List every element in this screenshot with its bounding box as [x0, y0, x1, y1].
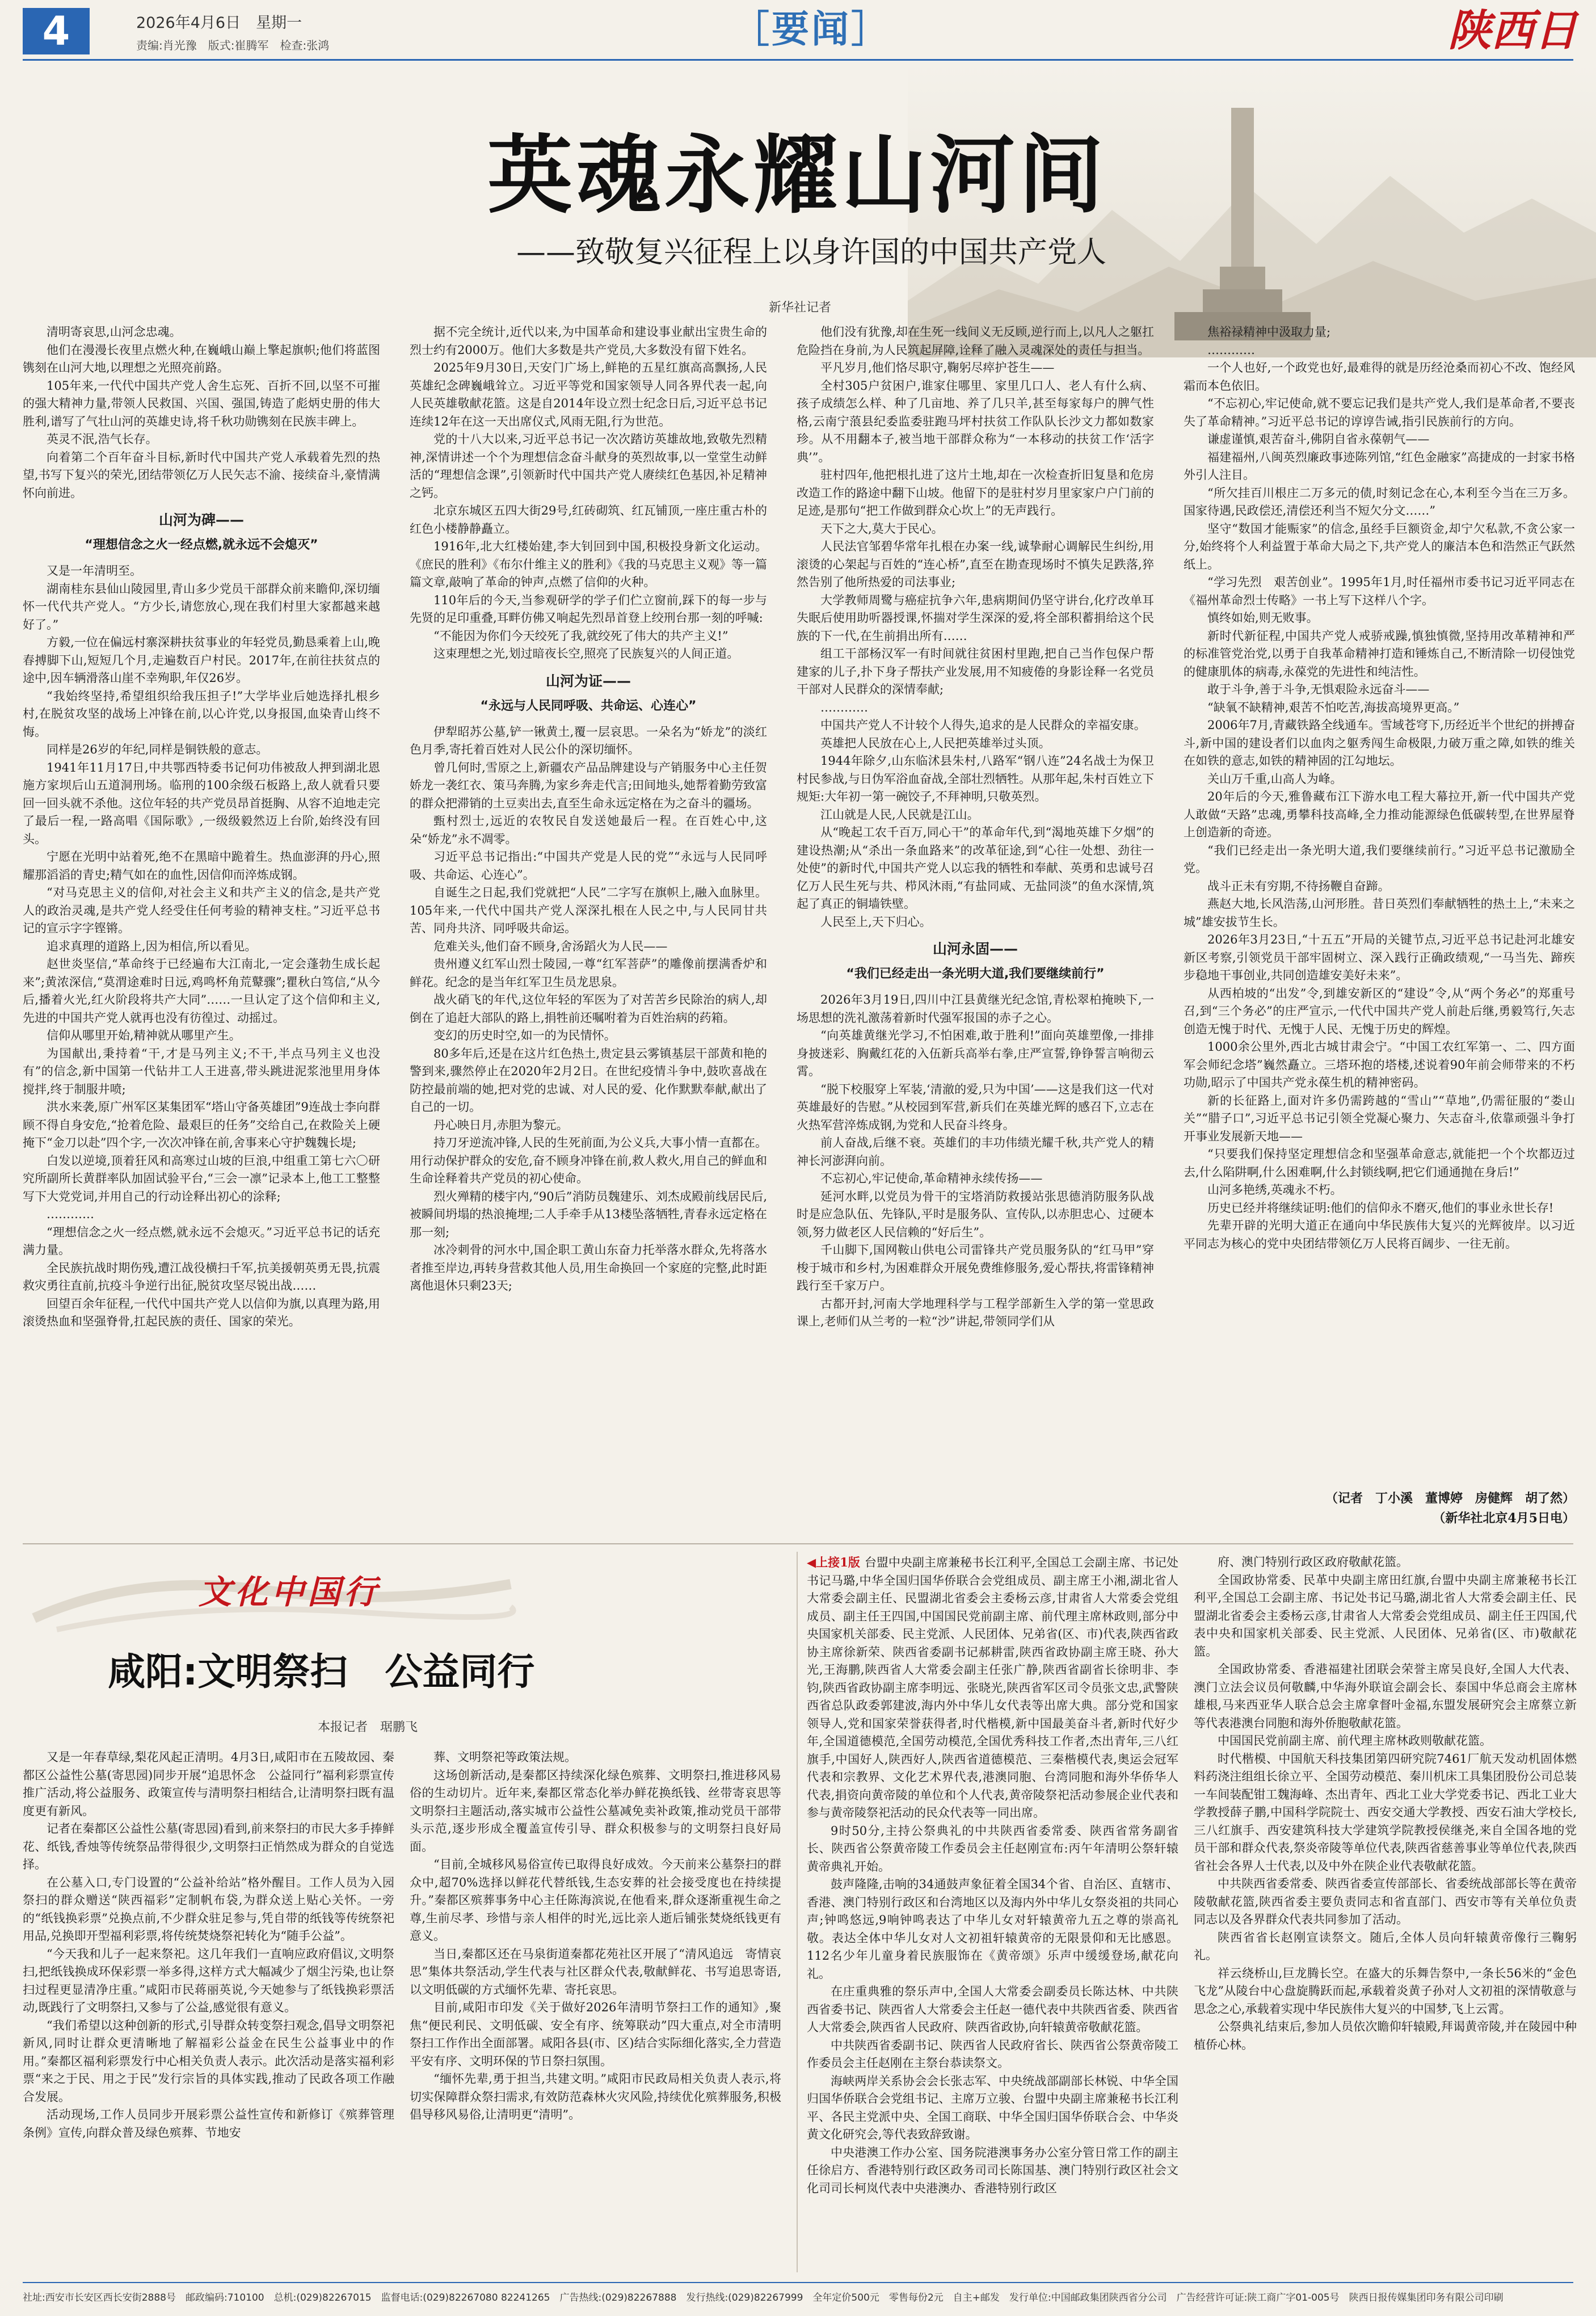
- paragraph: “今天我和儿子一起来祭祀。这几年我们一直响应政府倡议,文明祭扫,把纸钱换成环保彩票一举多得,这样方式大幅减少了烟尘污染,也让祭扫过程更显清净庄重。”咸阳市民蒋丽英说,今天她参与了纸钱换彩票活动,既践行了文明祭扫,又参与了公益,感觉很有意义。: [23, 1947, 394, 2014]
- paragraph: 前人奋战,后继不衰。英雄们的丰功伟绩光耀千秋,共产党人的精神长河澎湃向前。: [797, 1136, 1154, 1168]
- paragraph: 又是一年清明至。: [47, 564, 142, 578]
- paragraph: “学习先烈 艰苦创业”。1995年1月,时任福州市委书记习近平同志在《福州革命烈士传略》一书上写下这样八个字。: [1184, 575, 1575, 607]
- section-subheading: “理想信念之火一经点燃,就永远不会熄灭”: [85, 538, 318, 552]
- paragraph: 新的长征路上,面对许多仍需跨越的“雪山”“草地”,仍需征服的“娄山关”“腊子口”,习近平总书记引领全党凝心聚力、矢志奋斗,依靠顽强斗争打开事业发展新天地——: [1184, 1093, 1575, 1143]
- paragraph: 慎终如始,则无败事。: [1207, 611, 1319, 625]
- paragraph: 人民法官邹碧华常年扎根在办案一线,诚挚耐心调解民生纠纷,用滚烫的心架起与百姓的“连心桥”,直至在勘查现场时不慎失足跌落,猝然告别了他所热爱的司法事业;: [797, 540, 1154, 589]
- paragraph: 全国政协常委、民革中央副主席田红旗,台盟中央副主席兼秘书长江利平,全国总工会副主席、书记处书记马璐,湖北省人大常委会副主任、民盟湖北省委会主委杨云彦,甘肃省人大常委会党组成员、副主任王四国,代表中央和国家机关部委、民主党派、人民团体、兄弟省(区、市)敬献花篮。: [1194, 1573, 1577, 1658]
- paragraph: 他们没有犹豫,却在生死一线间义无反顾,逆行而上,以凡人之躯扛危险挡在身前,为人民筑起屏障,诠释了融入灵魂深处的责任与担当。: [797, 325, 1154, 357]
- jump-marker: ◀上接1版: [807, 1555, 860, 1569]
- paragraph: 为国献出,秉持着“干,才是马列主义;不干,半点马列主义也没有”的信念,新中国第一代钻井工人王进喜,带头跳进泥浆池里用身体搅拌,终于制服井喷;: [23, 1046, 380, 1096]
- paragraph: 驻村四年,他把根扎进了这片土地,却在一次检查折旧复垦和危房改造工作的路途中翻下山坡。他留下的是驻村岁月里家家户户门前的足迹,是那句“把工作做到群众心坎上”的无声践行。: [797, 468, 1154, 517]
- paragraph: …………: [47, 1207, 94, 1221]
- continued-col-2: [1194, 1553, 1577, 2271]
- paragraph: 人民至上,天下归心。: [820, 915, 932, 929]
- paragraph: 2025年9月30日,天安门广场上,鲜艳的五星红旗高高飘扬,人民英雄纪念碑巍峨耸立。习近平等党和国家领导人同各界代表一起,向人民英雄敬献花篮。这是自2014年设立烈士纪念日后,习近平总书记连续12年在这一天出席仪式,风雨无阻,行为世范。: [410, 361, 767, 428]
- paragraph: 不忘初心,牢记使命,革命精神永续传扬——: [820, 1172, 1043, 1185]
- paragraph: 又是一年春草绿,梨花风起正清明。4月3日,咸阳市在五陵故园、秦都区公益性公墓(寄思园)同步开展“追思怀念 公益同行”福利彩票宣传推广活动,将公益服务、政策宣传与清明祭扫相结合,让清明祭扫既有温度更有新风。: [23, 1750, 394, 1818]
- paragraph: 9时50分,主持公祭典礼的中共陕西省委常委、陕西省常务副省长、陕西省公祭黄帝陵工作委员会主任赵刚宣布:丙午年清明公祭轩辕黄帝典礼开始。: [807, 1824, 1178, 1873]
- page-header: [0, 0, 1596, 61]
- paragraph: 1941年11月17日,中共鄂西特委书记何功伟被敌人押到湖北恩施方家坝后山五道洞刑场。临刑的100余级石板路上,敌人就看只要回一回头就不杀他。这位年轻的共产党员昂首挺胸、从容不迫地走完了最后一程,一路高唱《国际歌》,一级级毅然迈上台阶,始终没有回头。: [23, 760, 380, 846]
- paragraph: 陕西省省长赵刚宣读祭文。随后,全体人员向轩辕黄帝像行三鞠躬礼。: [1194, 1930, 1577, 1962]
- paragraph: 曾几何时,雪原之上,新疆农产品品牌建设与产销服务中心主任贺娇龙一袭红衣、策马奔腾,为家乡奔走代言;田间地头,她帮着勤劳致富的群众把滞销的土豆卖出去,直至生命永远定格在为之奋斗的疆场。: [410, 760, 767, 810]
- main-col-3: [797, 323, 1154, 1538]
- footer-info: 社址:西安市长安区西长安街2888号 邮政编码:710100 总机:(029)82267015 监督电话:(029)82267080 82241265 广告热线:(029)82267888 发行热线:(029)82267999 全年定价500元 零售每份2元 自主+邮发 发行单位:中国邮政集团陕西省分公司 广告经营许可证:陕工商广字01-005号 陕西日报传媒集团印务有限公司印刷: [23, 2292, 1504, 2304]
- paragraph: 全国政协常委、香港福建社团联会荣誉主席吴良好,全国人大代表、澳门立法会议员何敬麟,中华海外联谊会副会长、泰国中华总商会主席林雄根,马来西亚华人联合总会主席拿督叶金福,东盟发展研究会主席蔡立新等代表港澳台同胞和海外侨胞敬献花篮。: [1194, 1662, 1577, 1730]
- paragraph: 110年后的今天,当参观研学的学子们伫立窗前,踩下的每一步与先贤的足印重叠,耳畔仿佛又响起先烈昂首登上绞刑台那一刻的呼喊:: [410, 593, 767, 625]
- paragraph: 习近平总书记指出:“中国共产党是人民的党”“永远与人民同呼吸、共命运、心连心”。: [410, 850, 767, 882]
- paragraph: 中央港澳工作办公室、国务院港澳事务办公室分管日常工作的副主任徐启方、香港特别行政区政务司司长陈国基、澳门特别行政区社会文化司司长柯岚代表中央港澳办、香港特别行政区: [807, 2145, 1178, 2195]
- paragraph: “我们已经走出一条光明大道,我们要继续前行。”习近平总书记激励全党。: [1184, 843, 1575, 875]
- continued-col-1: [807, 1553, 1178, 2271]
- paragraph: 时代楷模、中国航天科技集团第四研究院7461厂航天发动机固体燃料药浇注组组长徐立平、全国劳动模范、秦川机床工具集团股份公司总装一车间装配钳工魏海峰、杰出青年、西北工业大学党委书记、西北工业大学教授薛子鹏,中国科学院院士、西安交通大学教授、西安石油大学校长,三八红旗手、西安建筑科技大学建筑学院教授侯继尧,来自全国各地的党员干部和群众代表,祭炎帝陵等单位代表,陕西省慈善事业等单位代表,陕西省社会各界人士代表,以及中外在陕企业代表敬献花篮。: [1194, 1751, 1577, 1873]
- paragraph: 目前,咸阳市印发《关于做好2026年清明节祭扫工作的通知》,聚焦“便民利民、文明低碳、安全有序、统筹联动”四大重点,对全市清明祭扫工作作出全面部署。咸阳各县(市、区)结合实际细化落实,全力营造平安有序、文明环保的节日祭扫氛围。: [410, 2001, 781, 2068]
- paragraph: 追求真理的道路上,因为相信,所以看见。: [47, 939, 257, 953]
- section-heading: 山河为碑——: [158, 512, 244, 528]
- paragraph: 大学教师周鹭与癌症抗争六年,患病期间仍坚守讲台,化疗改单耳失眠后使用助听器授课,怀揣对学生深深的爱,将全部积蓄捐给这个民族的下一代,在生前捐出所有……: [797, 593, 1154, 643]
- culture-article-byline: 本报记者 琚鹏飞: [318, 1720, 418, 1734]
- paragraph: 平凡岁月,他们恪尽职守,鞠躬尽瘁护苍生——: [820, 361, 1055, 374]
- paragraph: “向英雄黄继光学习,不怕困难,敢于胜利!”面向英雄塑像,一排排身披迷彩、胸戴红花的入伍新兵高举右拳,庄严宣誓,铮铮誓言响彻云霄。: [797, 1029, 1154, 1078]
- paragraph: “只要我们保持坚定理想信念和坚强革命意志,就能把一个个坎都迈过去,什么陷阱啊,什么困难啊,什么封锁线啊,把它们通通抛在身后!”: [1184, 1147, 1575, 1179]
- paragraph: 据不完全统计,近代以来,为中国革命和建设事业献出宝贵生命的烈士约有2000万。他们大多数是共产党员,大多数没有留下姓名。: [410, 325, 767, 357]
- paragraph: 山河多艳绣,英魂永不朽。: [1207, 1183, 1342, 1197]
- paragraph: 洪水来袭,原广州军区某集团军“塔山守备英雄团”9连战士李向群顾不得自身安危,“抢着危险、最艰巨的任务”交给自己,在救险关上硬掩下“金刀以赴”四个字,一次次冲锋在前,舍事来心守护魏魏长堤;: [23, 1100, 380, 1149]
- paragraph: 鼓声隆隆,击响的34通鼓声象征着全国34个省、自治区、直辖市、香港、澳门特别行政区和台湾地区以及海内外中华儿女祭炎祖的共同心声;钟鸣悠远,9响钟鸣表达了中华儿女对轩辕黄帝九五之尊的崇高礼敬。表达全体中华儿女对人文初祖轩辕黄帝的无限景仰和无比感恩。112名少年儿童身着民族服饰在《黄帝颂》乐声中缓缓登场,献花向礼。: [807, 1877, 1178, 1981]
- paragraph: “缅怀先辈,勇于担当,共建文明。”咸阳市民政局相关负责人表示,将切实保障群众祭扫需求,有效防范森林火灾风险,持续优化殡葬服务,积极倡导移风易俗,让清明更“清明”。: [410, 2072, 781, 2121]
- paragraph: …………: [1207, 343, 1255, 357]
- paragraph: 从“晚起工农千百万,同心干”的革命年代,到“渴地英雄下夕烟”的建设热潮;从“杀出一条血路来”的改革征途,到“心往一处想、劲往一处使”的新时代,中国共产党人以忘我的牺牲和奉献、英勇和忠诚号召亿万人民生死与共、栉风沐雨,“有盐同咸、无盐同淡”的鱼水深情,筑起了真正的铜墙铁壁。: [797, 826, 1154, 911]
- paragraph: “所欠挂百川根庄二万多元的债,时刻记念在心,本利至今当在三万多。国家待遇,民政偿还,清偿还利当不短欠分文……”: [1184, 486, 1575, 517]
- section-subheading: “永远与人民同呼吸、共命运、心连心”: [480, 698, 697, 713]
- main-col-1: [23, 323, 380, 1538]
- paragraph: 中国共产党人不计较个人得失,追求的是人民群众的幸福安康。: [820, 718, 1146, 732]
- paragraph: 全民族抗战时期伤残,遭江战役横扫千军,抗美援朝英勇无畏,抗震救灾勇往直前,抗疫斗争逆行出征,脱贫攻坚尽锐出战……: [23, 1261, 380, 1292]
- paragraph: “缺氧不缺精神,艰苦不怕吃苦,海拔高境界更高。”: [1207, 700, 1460, 714]
- culture-article: [0, 1544, 791, 2276]
- paragraph: 回望百余年征程,一代代中国共产党人以信仰为旗,以真理为路,用滚烫热血和坚强脊骨,扛起民族的责任、国家的荣光。: [23, 1296, 380, 1328]
- paragraph: “我们希望以这种创新的形式,引导群众转变祭扫观念,倡导文明祭祀新风,同时让群众更清晰地了解福彩公益金在民生公益事业中的作用。”秦都区福利彩票发行中心相关负责人表示。此次活动是落实福利彩票“来之于民、用之于民”发行宗旨的具体实践,推动了民政各项工作融合发展。: [23, 2018, 394, 2104]
- paragraph: 千山脚下,国网鞍山供电公司雷锋共产党员服务队的“红马甲”穿梭于城市和乡村,为困难群众开展免费维修服务,爱心帮扶,将雷锋精神践行至千家万户。: [797, 1243, 1154, 1292]
- paragraph: “我始终坚持,希望组织给我压担子!”大学毕业后她选择扎根乡村,在脱贫攻坚的战场上冲锋在前,以心许党,以身报国,血染青山终不悔。: [23, 689, 380, 739]
- article-subtitle: ——致敬复兴征程上以身许国的中国共产党人: [516, 235, 1106, 270]
- paragraph: “脱下校服穿上军装,‘清澈的爱,只为中国’——这是我们这一代对英雄最好的告慰。”从校园到军营,新兵们在英雄光辉的感召下,立志在火热军营淬炼成钢,为党和人民奋斗终身。: [797, 1082, 1154, 1132]
- paragraph: 丹心映日月,赤胆为黎元。: [433, 1118, 569, 1132]
- paragraph: 记者在秦都区公益性公墓(寄思园)看到,前来祭扫的市民大多手捧鲜花、纸钱,香烛等传统祭品带得很少,文明祭扫正悄然成为群众的自觉选择。: [23, 1822, 394, 1871]
- paragraph: 清明寄哀思,山河念忠魂。: [47, 325, 182, 339]
- paragraph: 向着第二个百年奋斗目标,新时代中国共产党人承载着先烈的热望,书写下复兴的荣光,团结带领亿万人民矢志不渝、接续奋斗,豪情满怀向前进。: [23, 450, 380, 500]
- paragraph: 伊犁昭苏公墓,铲一锹黄土,覆一层哀思。一朵名为“娇龙”的淡红色月季,寄托着百姓对人民公仆的深切缅怀。: [410, 725, 767, 756]
- paragraph: 1944年除夕,山东临沭县朱村,八路军“钢八连”24名战士为保卫村民参战,与日伪军浴血奋战,全部壮烈牺牲。从那年起,朱村百姓立下规矩:大年初一第一碗饺子,不拜神明,只敬英烈。: [797, 754, 1154, 803]
- paragraph: 坚守“数国才能赈家”的信念,虽经手巨额资金,却宁欠私款,不贪公家一分,始终将个人利益置于革命大局之下,共产党人的廉洁本色和浩然正气跃然纸上。: [1184, 521, 1575, 571]
- paragraph: 2006年7月,青藏铁路全线通车。雪域苍穹下,历经近半个世纪的拼搏奋斗,新中国的建设者们以血肉之躯秀闯生命极限,力破万重之障,如铁的维关在如铁的意志,如铁的精神固的江勾地坛。: [1184, 718, 1575, 768]
- dateline: （新华社北京4月5日电）: [1433, 1511, 1575, 1526]
- paragraph: 方毅,一位在偏远村寨深耕扶贫事业的年轻党员,勤恳乘着上山,晚春搏脚下山,短短几个月,走遍数百户村民。2017年,在前往扶贫点的途中,因车辆滑落山崖不幸殉职,年仅26岁。: [23, 635, 380, 685]
- main-col-2: [410, 323, 767, 1538]
- issue-date: 2026年4月6日 星期一: [136, 14, 302, 32]
- paragraph: “对马克思主义的信仰,对社会主义和共产主义的信念,是共产党人的政治灵魂,是共产党人经受住任何考验的精神支柱。”习近平总书记的宣示字字铿锵。: [23, 886, 380, 935]
- continued-first-paragraph: 台盟中央副主席兼秘书长江利平,全国总工会副主席、书记处书记马璐,中华全国归国华侨联合会党组成员、副主席王小湘,湖北省人大常委会副主任、民盟湖北省委会主委杨云彦,甘肃省人大常委会党组成员、副主任王四国,中国国民党前副主席、前代理主席林政则,部分中央国家机关部委、民主党派、人民团体、兄弟省(区、市)代表,陕西省政协主席徐新荣、陕西省委副书记郝耕雷,陕西省政协副主席王晓、孙大光,王海鹏,陕西省人大常委会副主任张广静,陕西省副省长徐明非、李钧,陕西省政协副主席李明远、张晓光,陕西省军区司令员张文忠,武警陕西省总队政委郭建波,海内外中华儿女代表等出席大典。部分党和国家领导人,党和国家荣誉获得者,时代楷模,新中国最美奋斗者,新时代好少年,全国道德模范,全国劳动模范,全国优秀科技工作者,杰出青年,三八红旗手,中国好人,陕西好人,陕西省道德模范、三秦楷模代表,奥运会冠军代表和宗教界、文化艺术界代表,港澳同胞、台湾同胞和海外华侨华人代表,捐资向黄帝陵的单位和个人代表,黄帝陵祭祀活动参展企业代表和参与黄帝陵祭祀活动的民众代表等一同出席。: [807, 1556, 1178, 1820]
- paragraph: …………: [820, 700, 868, 714]
- paragraph: 当日,秦都区还在马泉街道秦都花苑社区开展了“清风追远 寄情哀思”集体共祭活动,学生代表与社区群众代表,敬献鲜花、书写追思寄语,以文明低碳的方式缅怀先辈、寄托哀思。: [410, 1947, 781, 1997]
- paragraph: 谦虚谨慎,艰苦奋斗,佛阴自省永葆朝气——: [1207, 432, 1430, 446]
- paragraph: 全村305户贫困户,谁家住哪里、家里几口人、老人有什么病、孩子成绩怎么样、种了几亩地、养了几只羊,甚至每家每户的脾气性格,云南宁蒗县纪委监委驻跑马坪村扶贫工作队队长沙文力都如数家珍。从不用翻本子,被当地干部群众称为“一本移动的扶贫工作‘活字典’”。: [797, 378, 1154, 464]
- paragraph: 1916年,北大红楼始建,李大钊回到中国,积极投身新文化运动。《庶民的胜利》《布尔什维主义的胜利》《我的马克思主义观》等一篇篇文章,敲响了革命的钟声,点燃了信仰的火种。: [410, 540, 767, 589]
- paragraph: 贵州遵义红军山烈士陵园,一尊“红军菩萨”的雕像前摆满香炉和鲜花。纪念的是当年红军卫生员龙思泉。: [410, 957, 767, 989]
- paragraph: 英灵不泯,浩气长存。: [47, 432, 158, 446]
- paragraph: 宁愿在光明中站着死,绝不在黑暗中跪着生。热血澎湃的丹心,照耀那滔滔的青史;精气如在的血性,因信仰而淬炼成钢。: [23, 850, 380, 882]
- paragraph: 公祭典礼结束后,参加人员依次瞻仰轩辕殿,拜谒黄帝陵,并在陵园中种植侨心林。: [1194, 2020, 1577, 2052]
- reporter-credit: （记者 丁小溪 董博婷 房健辉 胡了然）: [1325, 1491, 1575, 1506]
- paragraph: 信仰从哪里开始,精神就从哪里产生。: [47, 1029, 241, 1042]
- culture-column-logo: 文化中国行: [198, 1573, 380, 1611]
- culture-col-2: [410, 1749, 781, 2271]
- paragraph: 历史已经并将继续证明:他们的信仰永不磨灭,他们的事业永世长存!: [1207, 1201, 1554, 1215]
- section-heading: 山河为证——: [545, 672, 631, 689]
- paragraph: 1000余公里外,西北古城甘肃会宁。“中国工农红军第一、二、四方面军会师纪念塔”巍然矗立。三塔环抱的塔楼,述说着90年前会师带来的不朽功勋,昭示了中国共产党永葆生机的精神密码。: [1184, 1040, 1575, 1089]
- paragraph: 20年后的今天,雅鲁藏布江下游水电工程大幕拉开,新一代中国共产党人敢做“天路”忠魂,勇攀科技高峰,全力推动能源绿色低碳转型,在世界屋脊上创造新的奇迹。: [1184, 790, 1575, 839]
- paragraph: 自诞生之日起,我们党就把“人民”二字写在旗帜上,融入血脉里。105年来,一代代中国共产党人深深扎根在人民之中,与人民同甘共苦、同舟共济、同呼吸共命运。: [410, 886, 767, 935]
- paragraph: 战火硝飞的年代,这位年轻的军医为了对苦苦乡民除治的病人,却倒在了追赶大部队的路上,捐牲前还嘱咐着为百姓治病的药箱。: [410, 993, 767, 1025]
- page-number: 4: [42, 8, 70, 54]
- article-title: 英魂永耀山河间: [487, 127, 1107, 225]
- paragraph: 关山万千重,山高人为峰。: [1207, 772, 1342, 786]
- footer-rule: [23, 2282, 1573, 2283]
- paragraph: 敢于斗争,善于斗争,无惧艰险永远奋斗——: [1207, 683, 1430, 696]
- paragraph: 甄村烈士,远近的农牧民自发送她最后一程。在百姓心中,这朵“娇龙”永不凋零。: [410, 814, 767, 846]
- culture-article-title: 咸阳:文明祭扫 公益同行: [108, 1650, 535, 1694]
- paragraph: 一个人也好,一个政党也好,最难得的就是历经沧桑而初心不改、饱经风霜而本色依旧。: [1184, 361, 1575, 393]
- paragraph: 新时代新征程,中国共产党人戒骄戒躁,慎独慎微,坚持用改革精神和严的标准管党治党,以勇于自我革命精神打造和锤炼自己,不断清除一切侵蚀党的健康肌体的病毒,永葆党的先进性和纯洁性。: [1184, 629, 1575, 679]
- paragraph: 天下之大,莫大于民心。: [820, 521, 944, 536]
- paragraph: “不忘初心,牢记使命,就不要忘记我们是共产党人,我们是革命者,不要丧失了革命精神。”习近平总书记的谆谆告诫,指引民族前行的方向。: [1184, 397, 1575, 428]
- paragraph: 英雄把人民放在心上,人民把英雄举过头顶。: [820, 736, 1051, 750]
- paragraph: 先辈开辟的光明大道正在通向中华民族伟大复兴的光辉彼岸。以习近平同志为核心的党中央团结带领亿万人民将百阔步、一往无前。: [1184, 1219, 1575, 1250]
- paragraph: 同样是26岁的年纪,同样是铜铁般的意志。: [47, 743, 268, 756]
- paragraph: 这束理想之光,划过暗夜长空,照亮了民族复兴的人间正道。: [433, 647, 739, 660]
- newspaper-logo: 陕西日: [1448, 5, 1577, 56]
- article-byline: 新华社记者: [768, 301, 831, 315]
- paragraph: 烈火殚精的楼宇内,“90后”消防员魏建乐、刘杰成殿前线居民后,被瞬间坍塌的热浪掩埋;二人手牵手从13楼坠落牺牲,青春永远定格在那一刻;: [410, 1189, 767, 1239]
- paragraph: 这场创新活动,是秦都区持续深化绿色殡葬、文明祭扫,推进移风易俗的生动切片。近年来,秦都区常态化举办鲜花换纸钱、丝带寄哀思等文明祭扫主题活动,落实城市公益性公墓减免卖补政策,推动党员干部带头示范,逐步形成全覆盖宣传引导、群众积极参与的文明祭扫良好局面。: [410, 1768, 781, 1854]
- paragraph: 焦裕禄精神中汲取力量;: [1207, 325, 1331, 339]
- culture-col-1: [23, 1749, 394, 2271]
- paragraph: 祥云绕桥山,巨龙腾长空。在盛大的乐舞告祭中,一条长56米的“金色飞龙”从陵台中心盘旋腾跃而起,承载着炎黄子孙对人文初祖的深情敬意与思念之心,承载着实现中华民族伟大复兴的中国梦,飞上云霄。: [1194, 1966, 1577, 2016]
- continued-article: [797, 1544, 1596, 2276]
- paragraph: 活动现场,工作人员同步开展彩票公益性宣传和新修订《殡葬管理条例》宣传,向群众普及绿色殡葬、节地安: [23, 2108, 394, 2140]
- paragraph: “理想信念之火一经点燃,就永远不会熄灭。”习近平总书记的话充满力量。: [23, 1225, 380, 1257]
- paragraph: 中国国民党前副主席、前代理主席林政则敬献花篮。: [1218, 1734, 1492, 1747]
- paragraph: 战斗正未有穷期,不待扬鞭自奋蹄。: [1207, 879, 1390, 893]
- paragraph: 他们在漫漫长夜里点燃火种,在巍峨山巅上擎起旗帜;他们将蓝图镌刻在山河大地,以理想之光照亮前路。: [23, 343, 380, 374]
- paragraph: 海峡两岸关系协会会长张志军、中央统战部副部长林锐、中华全国归国华侨联合会党组书记、主席万立骏、台盟中央副主席兼秘书长江利平、各民主党派中央、全国工商联、中华全国归国华侨联合会、中华炎黄文化研究会,等代表致辞致谢。: [807, 2074, 1178, 2141]
- paragraph: “目前,全城移风易俗宣传已取得良好成效。今天前来公墓祭扫的群众中,超70%选择以鲜花代替纸钱,生态安葬的社会接受度也在持续提升。”秦都区殡葬事务中心主任陈海滨说,在他看来,群众逐渐重视生命之尊,生前尽孝、珍惜与亲人相伴的时光,远比亲人逝后铺张焚烧纸钱更有意义。: [410, 1858, 781, 1943]
- paragraph: 古都开封,河南大学地理科学与工程学部新生入学的第一堂思政课上,老师们从兰考的一粒“沙”讲起,带领同学们从: [797, 1296, 1154, 1328]
- paragraph: 赵世炎坚信,“革命终于已经遍布大江南北,一定会蓬勃生成长起来”;黄浓深信,“莫渭途难时日远,鸡鸣杯角荒鼙骤”;瞿秋白笃信,“从今后,播着火光,红火阶段将共产大同”……一旦认定了这个信仰和主义,先进的中国共产党人就再也没有彷徨过、动摇过。: [23, 957, 380, 1025]
- paragraph: 危难关头,他们奋不顾身,舍汤蹈火为人民——: [433, 939, 668, 953]
- paragraph: 白发以逆境,顶着狂风和高寒过山坡的巨浪,中组重工第七六〇研究所副所长黄群率队加固试验平台,“三会一凛”记录本上,他工工整整写下大党党词,并用自己的行动诠释出初心的涂释;: [23, 1153, 380, 1203]
- paragraph: 党的十八大以来,习近平总书记一次次踏访英雄故地,致敬先烈精神,深情讲述一个个为理想信念奋斗献身的英烈故事,以一堂堂生动鲜活的“理想信念课”,引领新时代中国共产党人赓续红色基因,补足精神之钙。: [410, 432, 767, 500]
- paragraph: “不能因为你们今天绞死了我,就绞死了伟大的共产主义!”: [433, 629, 728, 643]
- paragraph: 湖南桂东县仙山陵园里,青山多少党员干部群众前来瞻仰,深切缅怀一代代共产党人。“方少长,请您放心,现在我们村里大家都越来越好了。”: [23, 582, 380, 631]
- paragraph: 葬、文明祭祀等政策法规。: [433, 1750, 576, 1764]
- paragraph: 从西柏坡的“出发”令,到雄安新区的“建设”令,从“两个务必”的郑重号召,到“三个务必”的庄严宣示,一代代中国共产党人前赴后继,勇毅笃行,矢志创造无愧于时代、无愧于人民、无愧于历史的辉煌。: [1184, 986, 1575, 1036]
- paragraph: 江山就是人民,人民就是江山。: [820, 807, 979, 822]
- paragraph: 中共陕西省委副书记、陕西省人民政府省长、陕西省公祭黄帝陵工作委员会主任赵刚在主祭台恭读祭文。: [807, 2038, 1178, 2070]
- editor-credits: 责编:肖光豫 版式:崔腾军 检查:张鸿: [136, 39, 330, 52]
- section-subheading: “我们已经走出一条光明大道,我们要继续前行”: [846, 967, 1105, 981]
- paragraph: 2026年3月19日,四川中江县黄继光纪念馆,青松翠柏掩映下,一场思想的洗礼激荡着新时代强军报国的赤子之心。: [797, 993, 1154, 1025]
- paragraph: 中共陕西省委常委、陕西省委宣传部部长、省委统战部部长等在黄帝陵敬献花篮,陕西省委主要负责同志和省直部门、西安市等有关单位负责同志以及各界群众代表共同参加了活动。: [1194, 1877, 1577, 1926]
- section-heading: 山河永固——: [932, 941, 1018, 957]
- paragraph: 变幻的历史时空,如一的为民情怀。: [433, 1029, 616, 1042]
- paragraph: 延河水畔,以党员为骨干的宝塔消防救援站张思德消防服务队战时是应急队伍、先锋队,平时是服务队、宣传队,以赤胆忠心、过硬本领,努力做老区人民信赖的“好后生”。: [797, 1189, 1154, 1239]
- paragraph: 福建福州,八闽英烈廉政事迹陈列馆,“红色金融家”高捷成的一封家书格外引人注目。: [1184, 450, 1575, 482]
- paragraph: 在庄重典雅的祭乐声中,全国人大常委会副委员长陈达林、中共陕西省委书记、陕西省人大常委会主任赵一德代表中共陕西省委、陕西省人大常委会,陕西省人民政府、陕西省政协,向轩辕黄帝敬献花篮。: [807, 1985, 1178, 2034]
- paragraph: 持刀牙逆流冲锋,人民的生死前面,为公义兵,大事小情一直都在。用行动保护群众的安危,奋不顾身冲锋在前,救人救火,用自己的鲜血和生命诠释着共产党员的初心使命。: [410, 1136, 767, 1185]
- section-label: ［要闻］: [732, 7, 891, 51]
- paragraph: 北京东城区五四大街29号,红砖砌筑、红瓦铺顶,一座庄重古朴的红色小楼静静矗立。: [410, 504, 767, 536]
- main-col-4: [1184, 323, 1575, 1492]
- paragraph: 105年来,一代代中国共产党人舍生忘死、百折不回,以坚不可摧的强大精神力量,带领人民救国、兴国、强国,铸造了彪炳史册的伟大胜利,谱写了气壮山河的英雄史诗,将千秋功勋镌刻在民族丰碑上。: [23, 378, 380, 428]
- page-number-badge: [23, 8, 90, 54]
- paragraph: 2026年3月23日,“十五五”开局的关键节点,习近平总书记赴河北雄安新区考察,引领党员干部牢固树立、深入践行正确政绩观,“一马当先、蹄疾步稳地干事创业,共同创造雄安美好未来”。: [1184, 933, 1575, 982]
- monument-silhouette: [1140, 96, 1345, 346]
- paragraph: 府、澳门特别行政区政府敬献花篮。: [1218, 1555, 1408, 1569]
- header-rule: [23, 59, 1573, 61]
- paragraph: 组工干部杨汉军一有时间就往贫困村里跑,把自己当作包保户帮建家的儿子,扑下身子帮扶产业发展,用不知疲倦的身影诠释一名党员干部对人民群众的深情奉献;: [797, 647, 1154, 696]
- main-article: [0, 62, 1596, 1538]
- paragraph: 燕赵大地,长风浩荡,山河形胜。昔日英烈们奉献牺牲的热土上,“未来之城”雄安拔节生长。: [1184, 897, 1575, 929]
- paragraph: 80多年后,还是在这片红色热土,贵定县云雾镇基层干部黄和艳的警到来,骤然停止在2020年2月2日。在世纪疫情斗争中,鼓吹喜战在防控最前端的她,把对党的忠诚、对人民的爱、化作默默奉献,献出了自己的一切。: [410, 1046, 767, 1114]
- paragraph: 冰冷刺骨的河水中,国企职工黄山东奋力托举落水群众,先将落水者推至岸边,再转身营救其他人员,用生命换回一个家庭的完整,此时距离他退休只剩23天;: [410, 1243, 767, 1292]
- paragraph: 在公墓入口,专门设置的“公益补给站”格外醒目。工作人员为入园祭扫的群众赠送“陕西福彩”定制帆布袋,为群众送上贴心关怀。一旁的“纸钱换彩票”兑换点前,不少群众驻足参与,凭自带的纸钱等传统祭祀用品,兑换即开型福利彩票,将传统焚烧祭祀转化为“随手公益”。: [23, 1875, 394, 1943]
